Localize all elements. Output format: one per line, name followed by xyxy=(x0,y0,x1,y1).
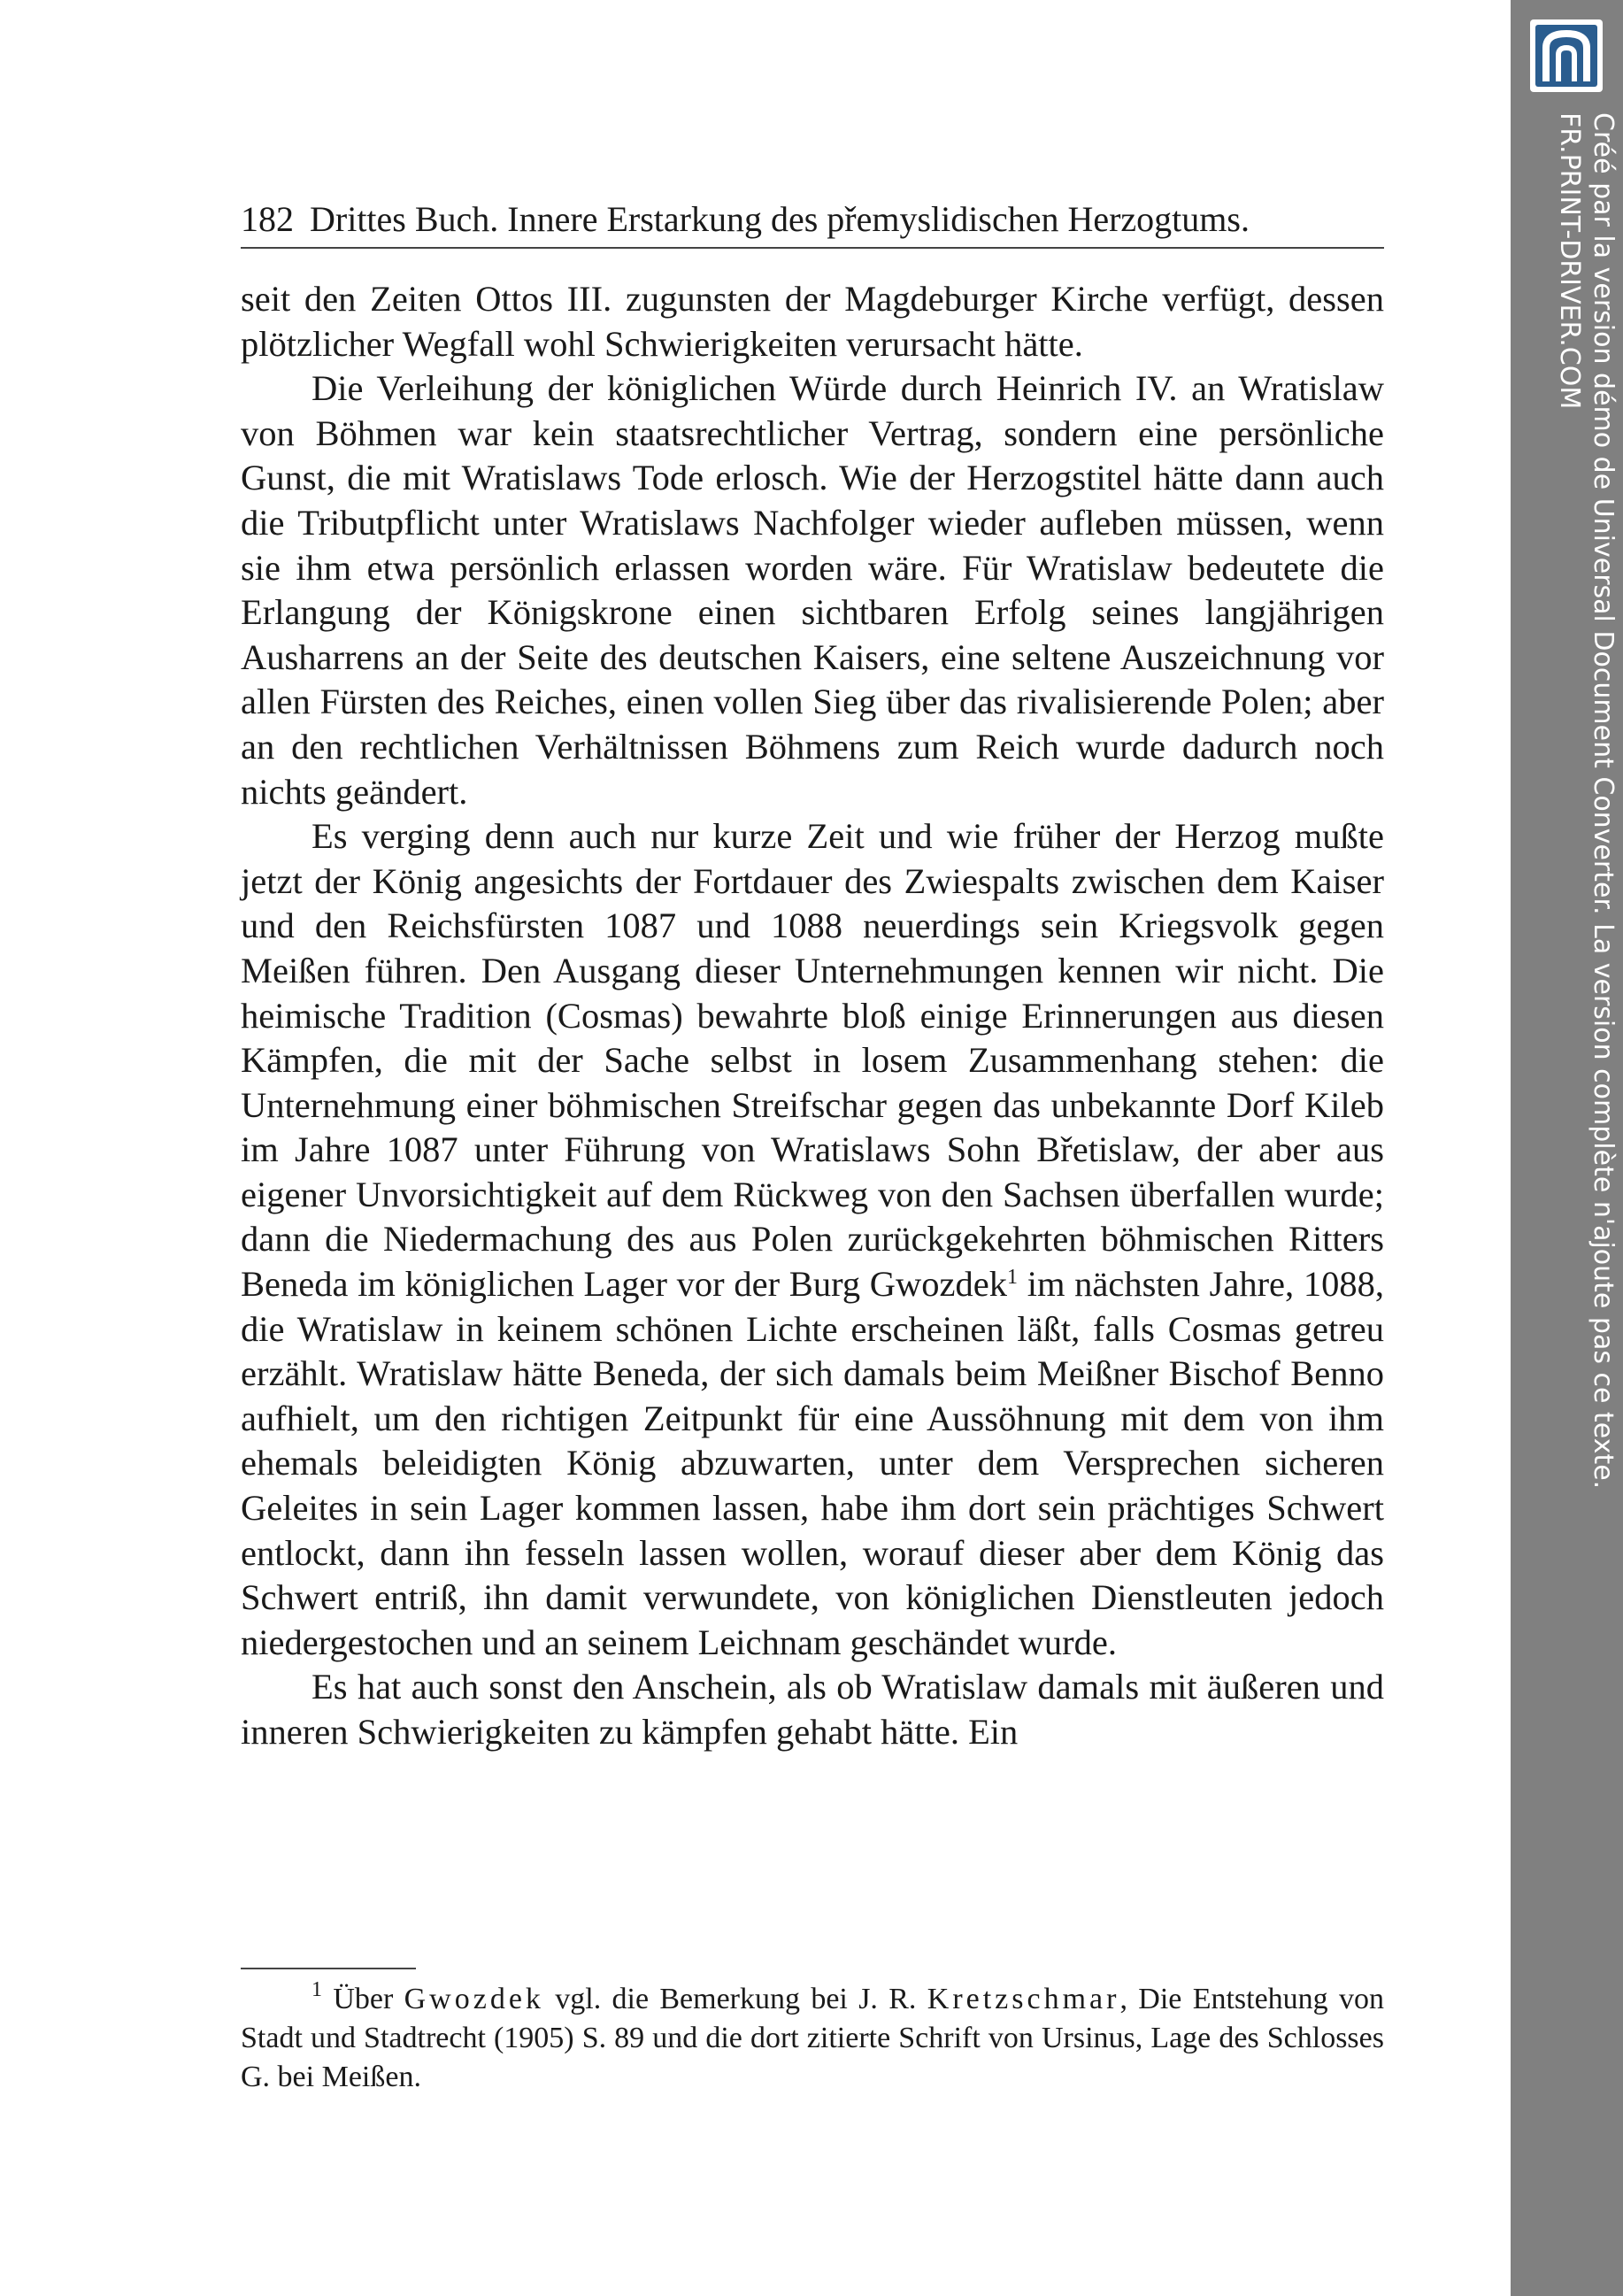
footnote-mark: 1 xyxy=(312,1978,322,2001)
footnote: $^1$ Über Gwozdek vgl. die Bemerkung bei J. R. Kretzschmar, Die Entstehung von Stadt und Stadtrecht (1905) S. 89 und die dort zitierte Schrift von Ursinus, Lage des Schlosses G. bei Meißen. xyxy=(241,1978,1385,2093)
running-title: Drittes Buch. Innere Erstarkung des přemyslidischen Herzogtums. xyxy=(310,199,1250,239)
footnote-rule xyxy=(241,1968,416,1969)
paragraph-1: seit den Zeiten Ottos III. zugunsten der Magdeburger Kirche verfügt, dessen plötzlicher Wegfall wohl Schwierigkeiten verursacht hätte. xyxy=(241,279,1384,364)
header-rule xyxy=(241,247,1384,249)
running-header xyxy=(241,196,1384,243)
spaced-name-kretzschmar: Kretzschmar xyxy=(927,1983,1120,2015)
spaced-name-gwozdek: Gwozdek xyxy=(404,1983,544,2015)
watermark-line-2: FR.PRINT-DRIVER.COM xyxy=(1554,112,1585,410)
page-number: 182 xyxy=(241,199,294,239)
paragraph-2: Die Verleihung der königlichen Würde durch Heinrich IV. an Wratislaw von Böhmen war kein staatsrechtlicher Vertrag, sondern eine persönliche Gunst, die mit Wratislaws Tode erlosch. Wie der Herzogstitel hätte dann auch die Tributpflicht unter Wratislaws Nachfolger wieder aufleben müssen, wenn sie ihm etwa persönlich erlassen worden wäre. Für Wratislaw bedeutete die Erlangung der Königskrone einen sichtbaren Erfolg seines langjährigen Ausharrens an der Seite des deutschen Kaisers, eine seltene Auszeichnung vor allen Fürsten des Reiches, einen vollen Sieg über das rivalisierende Polen; aber an den rechtlichen Verhältnissen Böhmens zum Reich wurde dadurch noch nichts geändert. xyxy=(241,368,1384,812)
body-text xyxy=(241,277,1384,1755)
printer-driver-logo-icon xyxy=(1528,18,1604,94)
paragraph-3: Es verging denn auch nur kurze Zeit und wie früher der Herzog mußte jetzt der König angesichts der Fortdauer des Zwiespalts zwischen dem Kaiser und den Reichsfürsten 1087 und 1088 neuerdings sein Kriegsvolk gegen Meißen führen. Den Ausgang dieser Unternehmungen kennen wir nicht. Die heimische Tradition (Cosmas) bewahrte bloß einige Erinnerungen aus diesen Kämpfen, die mit der Sache selbst in losem Zusammenhang stehen: die Unternehmung einer böhmischen Streifschar gegen das unbekannte Dorf Kileb im Jahre 1087 unter Führung von Wratislaws Sohn Břetislaw, der aber aus eigener Unvorsichtigkeit auf dem Rückweg von den Sachsen überfallen wurde; dann die Niedermachung des aus Polen zurückgekehrten böhmischen Ritters Beneda im königlichen Lager vor der Burg Gwozdek$^1$ im nächsten Jahre, 1088, die Wratislaw in keinem schönen Lichte erscheinen läßt, falls Cosmas getreu erzählt. Wratislaw hätte Beneda, der sich damals beim Meißner Bischof Benno aufhielt, um den richtigen Zeitpunkt für eine Aussöhnung mit dem von ihm ehemals beleidigten König abzuwarten, unter dem Versprechen sicheren Geleites in sein Lager kommen lassen, habe ihm dort sein prächtiges Schwert entlockt, dann ihn fesseln lassen wollen, worauf dieser aber dem König das Schwert entriß, ihn damit verwundete, von königlichen Dienstleuten jedoch niedergestochen und an seinem Leichnam geschändet wurde. xyxy=(241,816,1384,1662)
footnote-reference: 1 xyxy=(1007,1266,1018,1290)
watermark-line-1: Créé par la version démo de Universal Document Converter. La version complète n'ajoute pas ce texte. xyxy=(1588,112,1619,1490)
paragraph-4: Es hat auch sonst den Anschein, als ob Wratislaw damals mit äußeren und inneren Schwierigkeiten zu kämpfen gehabt hätte. Ein xyxy=(241,1667,1384,1752)
